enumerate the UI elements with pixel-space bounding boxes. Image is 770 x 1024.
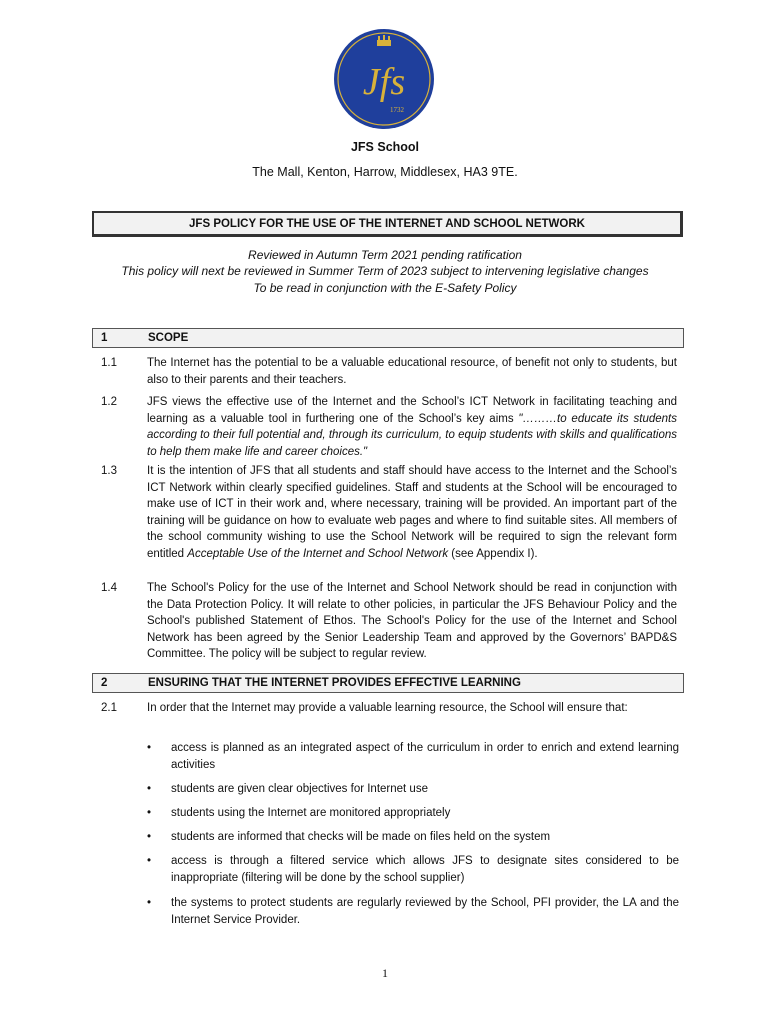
list-item: access is planned as an integrated aspect of the curriculum in order to enrich and extend learning activities — [171, 742, 679, 771]
page-number: 1 — [382, 966, 388, 980]
school-name: JFS School — [350, 140, 420, 154]
paragraph-text: The Internet has the potential to be a valuable educational resource, of benefit not only to students, but also to their parents and their teachers. — [147, 357, 677, 386]
section-number: 1 — [101, 332, 108, 344]
section-title: SCOPE — [148, 332, 189, 344]
bullet-icon: • — [147, 831, 152, 843]
list-item: students are informed that checks will be made on files held on the system — [171, 831, 551, 843]
paragraph-text: The School's Policy for the use of the Internet and School Network should be read in conjunction with the Data Protection Policy. It will relate to other policies, in particular the JFS Behaviour Policy and the School's published Statement of Ethos. The School's Policy for the use of the Internet and School Network has been agreed by the Senior Leadership Team and approved by the Governors’ BAPD&S Committee. The policy will be subject to regular review. — [147, 582, 677, 661]
paragraph-text: In order that the Internet may provide a valuable learning resource, the School will ensure that: — [147, 702, 628, 714]
review-line-1: Reviewed in Autumn Term 2021 pending ratification — [248, 248, 522, 262]
school-address: The Mall, Kenton, Harrow, Middlesex, HA3 9TE. — [252, 165, 518, 179]
section-number: 2 — [101, 677, 108, 689]
bullet-icon: • — [147, 897, 152, 909]
list-item: students using the Internet are monitored appropriately — [171, 807, 451, 819]
bullet-icon: • — [147, 742, 152, 754]
section-heading — [92, 673, 684, 693]
form-title: Acceptable Use of the Internet and School Network — [187, 547, 449, 560]
crown-icon — [377, 35, 391, 46]
bullet-icon: • — [147, 855, 152, 867]
section-heading — [92, 328, 684, 348]
paragraph-number: 1.4 — [101, 582, 117, 594]
paragraph-number: 1.2 — [101, 396, 117, 408]
paragraph-text: It is the intention of JFS that all students and staff should have access to the Internet and the School’s ICT Network within clearly specified guidelines. Staff and students at the School will be encouraged to make use of ICT in their work and, where necessary, training will be provided. An important part of the training will be guidance on how to evaluate web pages and where to find suitable sites. All members of the school community wishing to use the School Network will be required to sign the relevant form entitled Acceptable Use of the Internet and School Network (see Appendix I). — [147, 465, 677, 560]
section-title: ENSURING THAT THE INTERNET PROVIDES EFFECTIVE LEARNING — [148, 677, 521, 689]
quoted-aim: "………to educate its students according to their full potential and, through its curriculum, to equip students with skills and qualifications to help them make life and career choices." — [147, 412, 677, 458]
policy-title: JFS POLICY FOR THE USE OF THE INTERNET AND SCHOOL NETWORK — [92, 211, 683, 237]
logo-lettering: Jfs — [362, 61, 406, 103]
bullet-icon: • — [147, 783, 152, 795]
list-item: the systems to protect students are regularly reviewed by the School, PFI provider, the LA and the Internet Service Provider. — [171, 897, 679, 926]
paragraph-text: JFS views the effective use of the Internet and the School’s ICT Network in facilitating teaching and learning as a valuable tool in furthering one of the School’s key aims "………to educate its students according to their full potential and, through its curriculum, to equip students with skills and qualifications to help them make life and career choices." — [147, 396, 677, 458]
logo-year: 1732 — [390, 106, 404, 114]
paragraph-number: 1.3 — [101, 465, 117, 477]
school-logo — [333, 28, 435, 130]
list-item: students are given clear objectives for Internet use — [171, 783, 428, 795]
review-line-3: To be read in conjunction with the E-Safety Policy — [253, 281, 517, 295]
paragraph-number: 1.1 — [101, 357, 117, 369]
review-line-2: This policy will next be reviewed in Summer Term of 2023 subject to intervening legislative changes — [121, 264, 649, 278]
paragraph-number: 2.1 — [101, 702, 117, 714]
bullet-icon: • — [147, 807, 152, 819]
list-item: access is through a filtered service which allows JFS to designate sites considered to be inappropriate (filtering will be done by the school supplier) — [171, 855, 679, 884]
